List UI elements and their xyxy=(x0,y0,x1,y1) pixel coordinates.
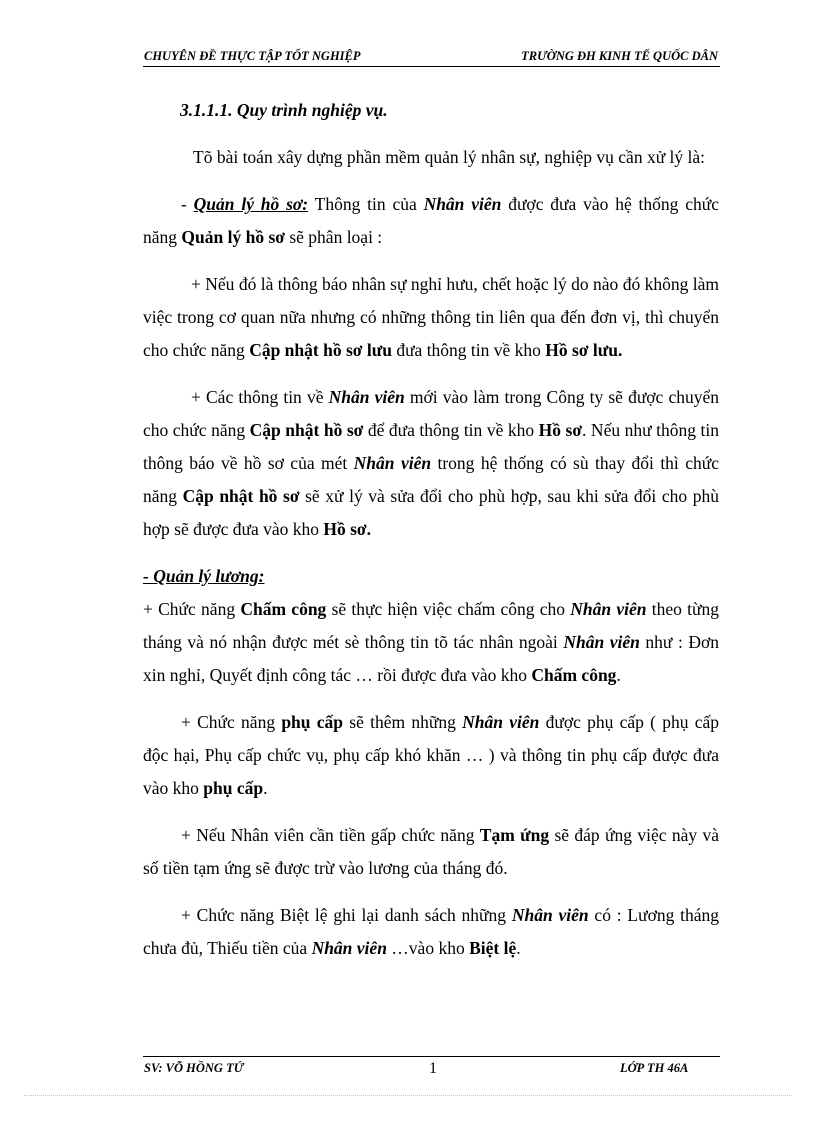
page-number: 1 xyxy=(429,1060,437,1077)
salary-management-title: - Quản lý lương: xyxy=(143,566,265,586)
paragraph-retirement: + Nếu đó là thông báo nhân sự nghỉ hưu, chết hoặc lý do nào đó không làm việc trong cơ quan nữa nhưng có những thông tin liên qua đến đơn vị, thì chuyển cho chức năng Cập nhật hồ sơ lưu đưa thông tin về kho Hồ sơ lưu. xyxy=(143,274,719,360)
page-break-line xyxy=(24,1095,792,1096)
document-body xyxy=(143,94,719,965)
header-divider xyxy=(143,66,720,67)
paragraph-profile-management: - Quản lý hồ sơ: Thông tin của Nhân viên được đưa vào hệ thống chức năng Quản lý hồ sơ sẽ phân loại : xyxy=(143,194,719,247)
intro-paragraph: Tõ bài toán xây dựng phần mềm quản lý nhân sự, nghiệp vụ cần xử lý là: xyxy=(193,147,706,167)
header-left: CHUYÊN ĐỀ THỰC TẬP TỐT NGHIỆP xyxy=(144,49,361,63)
paragraph-allowance: + Chức năng phụ cấp sẽ thêm những Nhân viên được phụ cấp ( phụ cấp độc hại, Phụ cấp chức vụ, phụ cấp khó khăn … ) và thông tin phụ cấp được đưa vào kho phụ cấp. xyxy=(143,712,720,798)
footer-class: LỚP TH 46A xyxy=(620,1061,689,1075)
footer-student: SV: VÕ HỒNG TỨ xyxy=(144,1061,244,1075)
profile-management-title: Quản lý hồ sơ: xyxy=(193,194,309,214)
footer-divider xyxy=(143,1056,720,1057)
paragraph-advance: + Nếu Nhân viên cần tiền gấp chức năng Tạm ứng sẽ đáp ứng việc này và số tiền tạm ứng sẽ được trừ vào lương của tháng đó. xyxy=(143,825,720,878)
paragraph-exceptions: + Chức năng Biệt lệ ghi lại danh sách những Nhân viên có : Lương tháng chưa đủ, Thiếu tiền của Nhân viên …vào kho Biệt lệ. xyxy=(143,905,720,958)
paragraph-timekeeping: + Chức năng Chấm công sẽ thực hiện việc chấm công cho Nhân viên theo từng tháng và nó nhận được mét sè thông tin tõ tác nhân ngoài Nhân viên như : Đơn xin nghỉ, Quyết định công tác … rồi được đưa vào kho Chấm công. xyxy=(143,599,720,685)
paragraph-new-employee: + Các thông tin về Nhân viên mới vào làm trong Công ty sẽ được chuyển cho chức năng Cập nhật hồ sơ để đưa thông tin về kho Hồ sơ. Nếu như thông tin thông báo về hồ sơ của mét Nhân viên trong hệ thống có sù thay đổi thì chức năng Cập nhật hồ sơ sẽ xử lý và sửa đổi cho phù hợp, sau khi sửa đổi cho phù hợp sẽ được đưa vào kho Hồ sơ. xyxy=(143,387,719,539)
section-title: 3.1.1.1. Quy trình nghiệp vụ. xyxy=(180,100,388,120)
header-right: TRƯỜNG ĐH KINH TẾ QUỐC DÂN xyxy=(521,49,718,63)
